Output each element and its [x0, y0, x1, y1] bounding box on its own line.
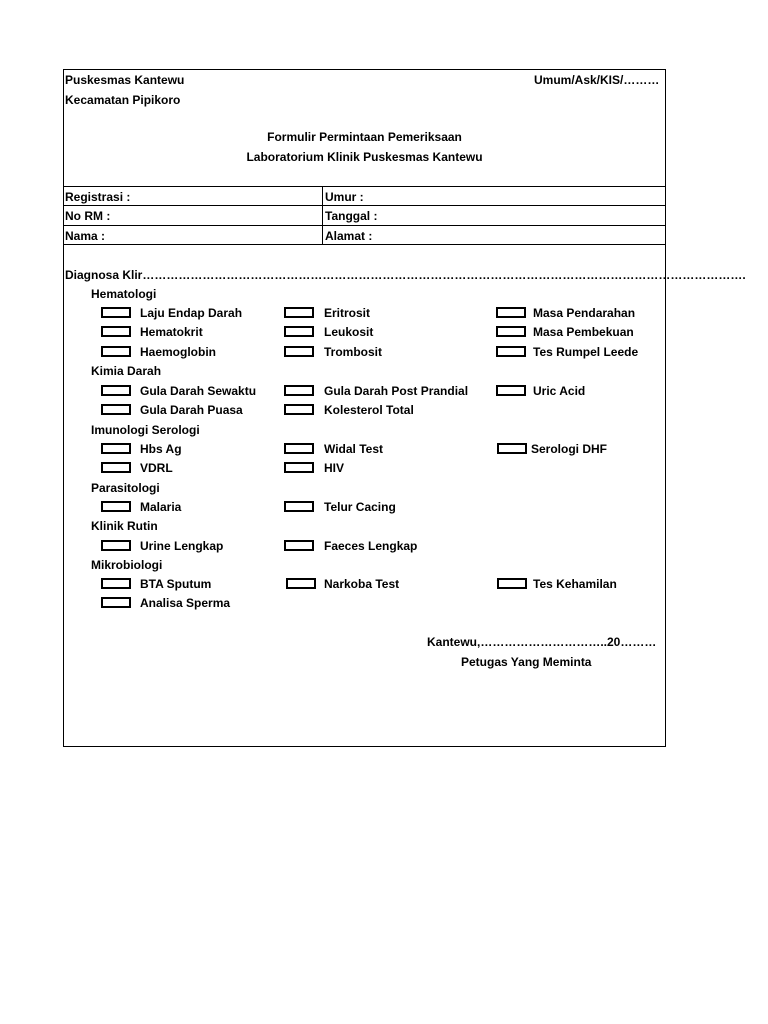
diagnosa-field[interactable]: Diagnosa Klir…………………………………………………………………………………………………………………………………….	[65, 268, 746, 282]
label-narkoba-test: Narkoba Test	[324, 577, 400, 591]
category-hematologi: Hematologi	[91, 287, 157, 301]
label-widal-test: Widal Test	[324, 442, 384, 456]
lab-request-form	[63, 69, 746, 747]
label-urine-lengkap: Urine Lengkap	[140, 539, 224, 553]
checkbox-bta-sputum[interactable]	[101, 578, 131, 589]
label-kolesterol-total: Kolesterol Total	[324, 403, 414, 417]
checkbox-widal-test[interactable]	[284, 443, 314, 454]
category-mikrobiologi: Mikrobiologi	[91, 558, 163, 572]
label-bta-sputum: BTA Sputum	[140, 577, 212, 591]
label-gula-darah-sewaktu: Gula Darah Sewaktu	[140, 384, 257, 398]
checkbox-gula-darah-puasa[interactable]	[101, 404, 131, 415]
checkbox-narkoba-test[interactable]	[286, 578, 316, 589]
label-serologi-dhf: Serologi DHF	[531, 442, 608, 456]
alamat-field[interactable]: Alamat :	[325, 229, 373, 243]
checkbox-kolesterol-total[interactable]	[284, 404, 314, 415]
table-line	[64, 186, 665, 187]
signature-role: Petugas Yang Meminta	[461, 655, 592, 669]
label-eritrosit: Eritrosit	[324, 306, 371, 320]
district-name: Kecamatan Pipikoro	[65, 93, 181, 107]
checkbox-uric-acid[interactable]	[496, 385, 526, 396]
tanggal-field[interactable]: Tanggal :	[325, 209, 378, 223]
label-tes-rumpel-leede: Tes Rumpel Leede	[533, 345, 639, 359]
checkbox-trombosit[interactable]	[284, 346, 314, 357]
payer-type: Umum/Ask/KIS/………	[534, 73, 660, 87]
checkbox-vdrl[interactable]	[101, 462, 131, 473]
table-line	[64, 205, 665, 206]
category-imunologi-serologi: Imunologi Serologi	[91, 423, 200, 437]
checkbox-masa-pendarahan[interactable]	[496, 307, 526, 318]
label-masa-pendarahan: Masa Pendarahan	[533, 306, 636, 320]
form-title-line2: Laboratorium Klinik Puskesmas Kantewu	[246, 150, 483, 164]
label-haemoglobin: Haemoglobin	[140, 345, 217, 359]
checkbox-tes-rumpel-leede[interactable]	[496, 346, 526, 357]
checkbox-hbs-ag[interactable]	[101, 443, 131, 454]
clinic-name: Puskesmas Kantewu	[65, 73, 185, 87]
label-hbs-ag: Hbs Ag	[140, 442, 182, 456]
checkbox-masa-pembekuan[interactable]	[496, 326, 526, 337]
checkbox-urine-lengkap[interactable]	[101, 540, 131, 551]
umur-field[interactable]: Umur :	[325, 190, 364, 204]
checkbox-analisa-sperma[interactable]	[101, 597, 131, 608]
checkbox-tes-kehamilan[interactable]	[497, 578, 527, 589]
label-masa-pembekuan: Masa Pembekuan	[533, 325, 634, 339]
label-malaria: Malaria	[140, 500, 182, 514]
checkbox-leukosit[interactable]	[284, 326, 314, 337]
checkbox-faeces-lengkap[interactable]	[284, 540, 314, 551]
label-laju-endap-darah: Laju Endap Darah	[140, 306, 243, 320]
label-vdrl: VDRL	[140, 461, 173, 475]
form-title-line1: Formulir Permintaan Pemeriksaan	[267, 130, 462, 144]
label-hiv: HIV	[324, 461, 345, 475]
label-leukosit: Leukosit	[324, 325, 374, 339]
checkbox-laju-endap-darah[interactable]	[101, 307, 131, 318]
checkbox-gula-darah-post-prandial[interactable]	[284, 385, 314, 396]
checkbox-serologi-dhf[interactable]	[497, 443, 527, 454]
nama-field[interactable]: Nama :	[65, 229, 106, 243]
label-analisa-sperma: Analisa Sperma	[140, 596, 231, 610]
table-line	[64, 225, 665, 226]
label-hematokrit: Hematokrit	[140, 325, 203, 339]
label-faeces-lengkap: Faeces Lengkap	[324, 539, 418, 553]
label-gula-darah-post-prandial: Gula Darah Post Prandial	[324, 384, 469, 398]
label-uric-acid: Uric Acid	[533, 384, 586, 398]
label-trombosit: Trombosit	[324, 345, 383, 359]
checkbox-gula-darah-sewaktu[interactable]	[101, 385, 131, 396]
table-divider	[322, 186, 323, 244]
checkbox-telur-cacing[interactable]	[284, 501, 314, 512]
checkbox-haemoglobin[interactable]	[101, 346, 131, 357]
place-date-field[interactable]: Kantewu,…………………………..20………	[427, 635, 657, 649]
checkbox-hiv[interactable]	[284, 462, 314, 473]
checkbox-malaria[interactable]	[101, 501, 131, 512]
category-kimia-darah: Kimia Darah	[91, 364, 162, 378]
category-parasitologi: Parasitologi	[91, 481, 160, 495]
label-tes-kehamilan: Tes Kehamilan	[533, 577, 617, 591]
label-telur-cacing: Telur Cacing	[324, 500, 396, 514]
label-gula-darah-puasa: Gula Darah Puasa	[140, 403, 243, 417]
registrasi-field[interactable]: Registrasi :	[65, 190, 131, 204]
table-line	[64, 244, 665, 245]
no-rm-field[interactable]: No RM :	[65, 209, 111, 223]
checkbox-eritrosit[interactable]	[284, 307, 314, 318]
checkbox-hematokrit[interactable]	[101, 326, 131, 337]
category-klinik-rutin: Klinik Rutin	[91, 519, 158, 533]
